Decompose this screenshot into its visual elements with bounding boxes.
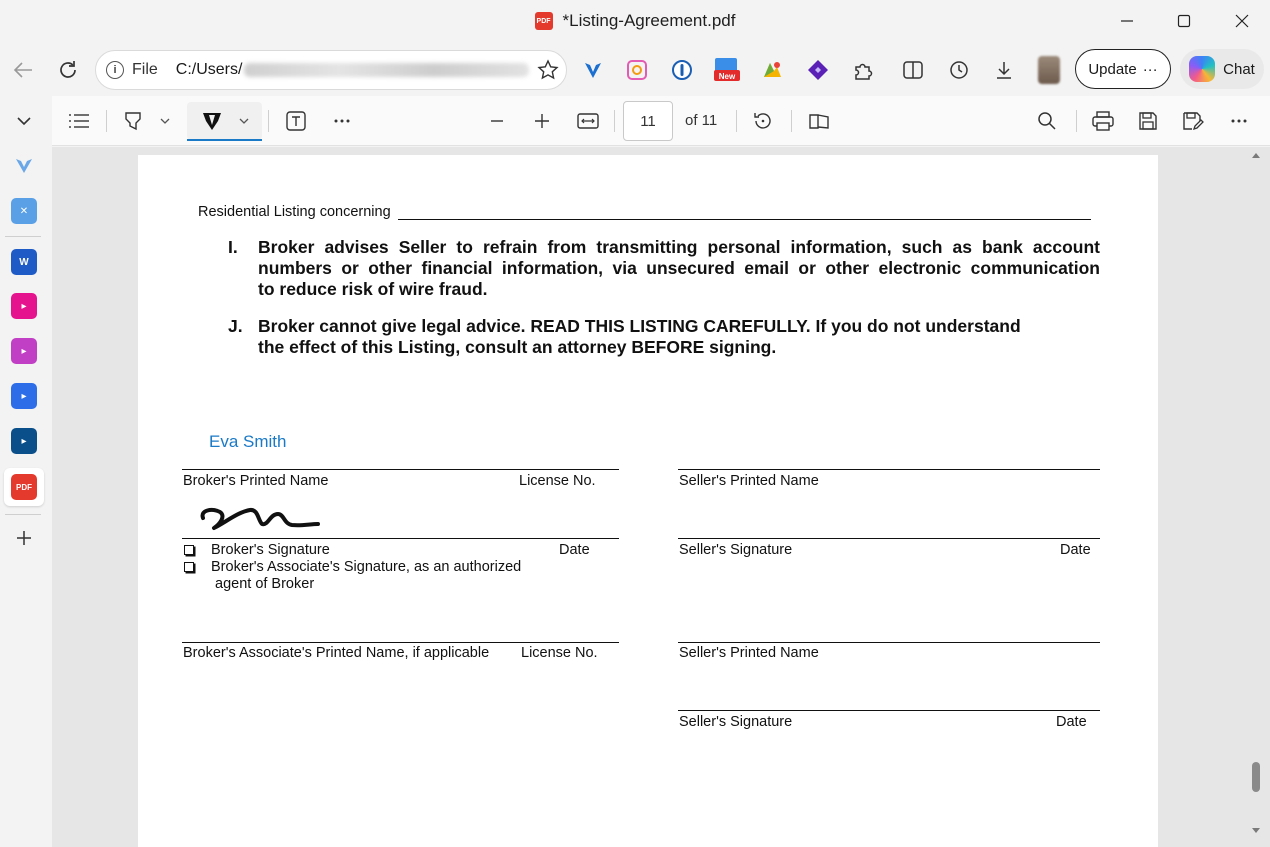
downloads-icon[interactable]	[988, 54, 1020, 86]
title-bar	[0, 0, 1270, 42]
update-button[interactable]	[1075, 49, 1171, 89]
close-window-button[interactable]	[1214, 0, 1270, 42]
toolbar-divider	[791, 110, 792, 132]
copilot-icon	[1189, 56, 1215, 82]
settings-more-button[interactable]	[1224, 104, 1254, 138]
extension-news-icon[interactable]	[711, 54, 743, 86]
vertical-scrollbar[interactable]	[1248, 147, 1264, 847]
scroll-down-icon	[1251, 827, 1261, 835]
plus-icon	[15, 529, 33, 547]
license-no-label-2: License No.	[521, 645, 598, 661]
extension-diamond-icon[interactable]	[802, 54, 834, 86]
scrollbar-thumb[interactable]	[1252, 762, 1260, 792]
sidebar-divider	[5, 514, 41, 515]
broker-name-line	[182, 469, 619, 470]
printer-icon	[1092, 111, 1114, 131]
favorite-button[interactable]	[530, 52, 566, 88]
sidebar-app-pink[interactable]	[8, 290, 40, 322]
profile-avatar[interactable]	[1033, 54, 1065, 86]
history-icon[interactable]	[943, 54, 975, 86]
v-app-icon	[14, 156, 34, 176]
find-button[interactable]	[1032, 104, 1062, 138]
broker-name-fill[interactable]: Eva Smith	[209, 432, 287, 451]
tools-app-icon: ✕	[11, 198, 37, 224]
close-icon	[1235, 14, 1249, 28]
save-as-icon	[1182, 111, 1204, 131]
zoom-in-button[interactable]	[527, 104, 557, 138]
page-count: of 11	[685, 112, 718, 129]
seller-name-line-1	[678, 469, 1100, 470]
broker-associate-name-line	[182, 642, 619, 643]
add-text-button[interactable]	[281, 104, 311, 138]
refresh-button[interactable]	[50, 52, 86, 88]
text-box-icon	[285, 110, 307, 132]
more-dots-icon: ···	[1142, 60, 1158, 78]
rotate-icon	[752, 110, 774, 132]
refresh-icon	[57, 59, 79, 81]
sidebar-app-blue[interactable]	[8, 380, 40, 412]
seller-signature-label-1: Seller's Signature	[679, 542, 793, 558]
item-i-line-2: numbers or other financial information, via unsecured email or other electronic communication	[258, 258, 1100, 278]
scroll-up-icon	[1251, 151, 1261, 159]
minus-icon	[489, 113, 505, 129]
save-button[interactable]	[1133, 104, 1163, 138]
broker-signature-label: Broker's Signature	[211, 542, 330, 558]
maximize-button[interactable]	[1156, 0, 1212, 42]
navigation-bar	[0, 44, 1270, 96]
chevron-down-icon	[159, 115, 171, 127]
item-j-marker: J.	[228, 316, 243, 336]
seller-signature-label-2: Seller's Signature	[679, 714, 793, 730]
star-icon	[537, 59, 559, 81]
chevron-down-icon	[15, 112, 33, 130]
extension-v-icon[interactable]	[577, 54, 609, 86]
more-tools-button[interactable]	[327, 104, 357, 138]
sidebar-add-button[interactable]	[8, 522, 40, 554]
broker-associate-signature-label-2: agent of Broker	[215, 576, 315, 592]
save-icon	[1138, 111, 1158, 131]
broker-printed-name-label: Broker's Printed Name	[183, 473, 329, 489]
pdf-toolbar	[52, 96, 1270, 146]
extension-snip-icon[interactable]	[621, 54, 653, 86]
plus-icon	[534, 113, 550, 129]
date-label-3: Date	[1056, 714, 1087, 730]
page-view-button[interactable]	[804, 104, 834, 138]
highlighter-icon	[122, 110, 144, 132]
play-app-icon: ▸	[11, 428, 37, 454]
license-no-label: License No.	[519, 473, 596, 489]
item-i-line-3: to reduce risk of wire fraud.	[258, 279, 488, 299]
scheme-label: File	[132, 61, 158, 78]
date-label-2: Date	[1060, 542, 1091, 558]
broker-associate-printed-name-label: Broker's Associate's Printed Name, if applicable	[183, 645, 490, 661]
seller-signature-line-1	[678, 538, 1100, 539]
toolbar-divider	[268, 110, 269, 132]
extension-maps-icon[interactable]	[756, 54, 788, 86]
sidebar-app-v[interactable]	[8, 150, 40, 182]
address-bar[interactable]	[95, 50, 567, 90]
seller-signature-line-2	[678, 710, 1100, 711]
sidebar-app-tools[interactable]	[8, 195, 40, 227]
draw-tool-button[interactable]	[187, 102, 262, 140]
broker-signature-checkbox[interactable]	[184, 545, 194, 555]
window-title-group	[535, 11, 736, 31]
print-button[interactable]	[1088, 104, 1118, 138]
search-icon	[1037, 111, 1057, 131]
two-page-icon	[808, 112, 830, 130]
item-j-line-2: the effect of this Listing, consult an attorney BEFORE signing.	[258, 337, 777, 357]
word-app-icon: W	[11, 249, 37, 275]
sidebar-app-navy[interactable]	[8, 425, 40, 457]
svg-text:New: New	[718, 72, 736, 81]
toolbar-divider	[1076, 110, 1077, 132]
play-app-icon: ▸	[11, 338, 37, 364]
seller-printed-name-label-1: Seller's Printed Name	[679, 473, 819, 489]
maximize-icon	[1177, 14, 1191, 28]
listing-concerning-line	[398, 219, 1091, 220]
item-i-marker: I.	[228, 237, 238, 257]
item-i-line-1: Broker advises Seller to refrain from transmitting personal information, such as bank account	[258, 237, 1100, 257]
broker-signature-line	[182, 538, 619, 539]
sidebar	[0, 96, 46, 847]
sidebar-app-pdf-active[interactable]	[4, 468, 44, 506]
toolbar-divider	[106, 110, 107, 132]
rotate-button[interactable]	[748, 104, 778, 138]
minimize-icon	[1120, 14, 1134, 28]
seller-name-line-2	[678, 642, 1100, 643]
fit-width-icon	[577, 112, 599, 130]
extension-password-icon[interactable]	[666, 54, 698, 86]
save-as-button[interactable]	[1178, 104, 1208, 138]
sidebar-collapse-button[interactable]	[8, 105, 40, 137]
zoom-out-button[interactable]	[482, 104, 512, 138]
page-number-input[interactable]: 11	[623, 101, 673, 141]
chevron-down-icon	[238, 115, 250, 127]
toolbar-divider	[614, 110, 615, 132]
highlight-button[interactable]	[118, 104, 148, 138]
seller-printed-name-label-2: Seller's Printed Name	[679, 645, 819, 661]
update-label: Update	[1088, 60, 1137, 78]
minimize-button[interactable]	[1099, 0, 1155, 42]
broker-associate-checkbox[interactable]	[184, 562, 194, 572]
more-dots-icon	[1230, 118, 1248, 124]
pdf-file-icon: PDF	[535, 12, 553, 30]
fit-width-button[interactable]	[572, 104, 604, 138]
more-dots-icon	[333, 118, 351, 124]
pdf-app-icon: PDF	[11, 474, 37, 500]
url-path: C:/Users/	[175, 61, 243, 78]
item-j-line-1: Broker cannot give legal advice. READ THIS LISTING CAREFULLY. If you do not understand	[258, 316, 1021, 336]
date-label-1: Date	[559, 542, 590, 558]
redacted-path	[244, 63, 529, 77]
toolbar-divider	[736, 110, 737, 132]
pdf-page	[138, 155, 1158, 847]
sidebar-app-purple[interactable]	[8, 335, 40, 367]
back-button[interactable]	[5, 52, 41, 88]
highlight-options-dropdown[interactable]	[152, 104, 178, 138]
chat-label: Chat	[1223, 60, 1255, 78]
pen-icon	[200, 110, 224, 132]
broker-signature-drawing[interactable]	[198, 500, 323, 540]
split-screen-icon[interactable]	[897, 54, 929, 86]
back-arrow-icon	[12, 59, 34, 81]
sidebar-divider	[5, 236, 41, 237]
listing-concerning-label: Residential Listing concerning	[198, 204, 391, 220]
broker-associate-signature-label: Broker's Associate's Signature, as an authorized	[211, 559, 522, 575]
site-info-icon[interactable]: i	[106, 61, 124, 79]
document-viewer[interactable]	[52, 147, 1270, 847]
extensions-puzzle-icon[interactable]	[847, 54, 879, 86]
sidebar-app-word[interactable]	[8, 246, 40, 278]
list-icon	[68, 112, 90, 130]
active-tool-indicator	[187, 139, 262, 141]
copilot-chat-button[interactable]	[1180, 49, 1264, 89]
window-title: *Listing-Agreement.pdf	[562, 11, 736, 30]
play-app-icon: ▸	[11, 383, 37, 409]
contents-button[interactable]	[64, 104, 94, 138]
play-app-icon: ▸	[11, 293, 37, 319]
